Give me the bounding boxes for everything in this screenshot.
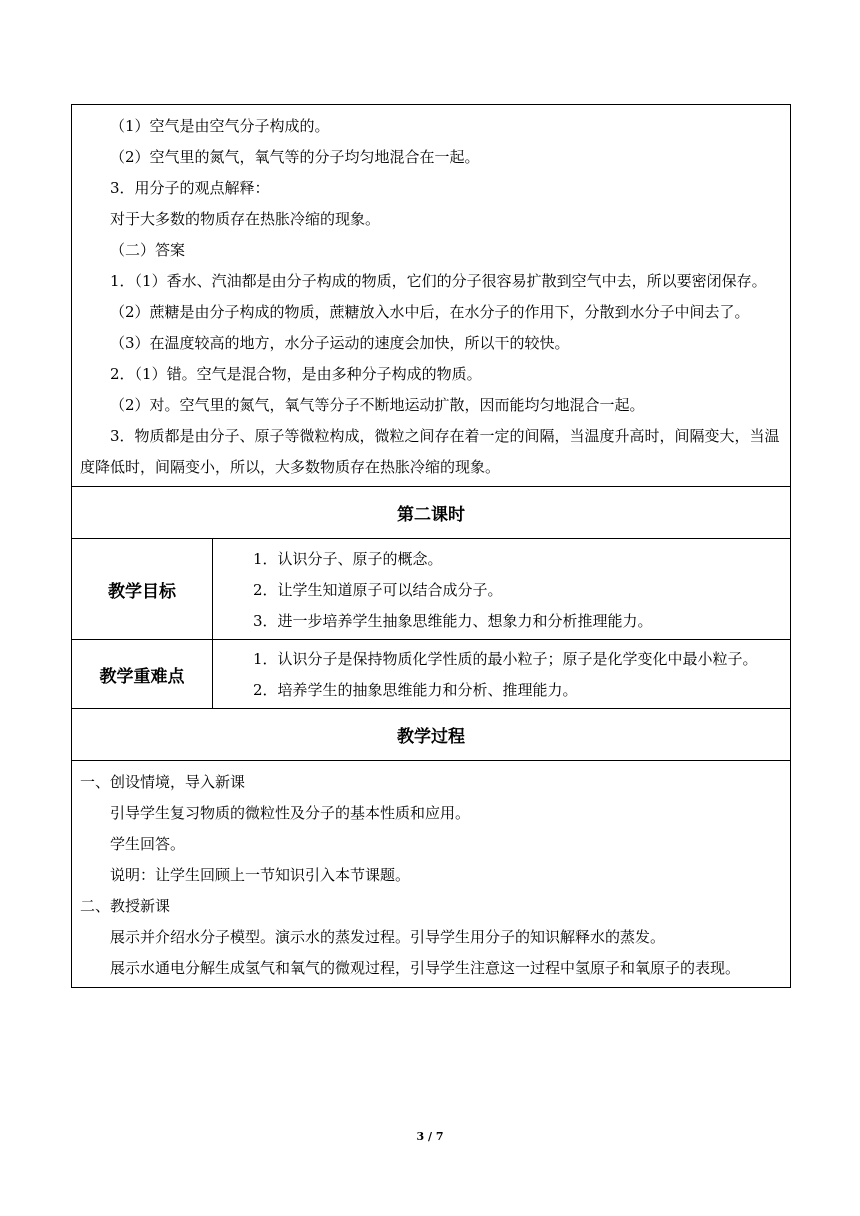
paragraph: （1）空气是由空气分子构成的。 bbox=[110, 117, 330, 135]
goals-row bbox=[72, 539, 791, 640]
paragraph: 对于大多数的物质存在热胀冷缩的现象。 bbox=[110, 210, 381, 228]
key-point-item: 2．培养学生的抽象思维能力和分析、推理能力。 bbox=[253, 681, 578, 699]
document-page bbox=[71, 104, 790, 988]
key-points-row bbox=[72, 640, 791, 709]
paragraph: 1．（1）香水、汽油都是由分子构成的物质，它们的分子很容易扩散到空气中去，所以要密闭保存。 bbox=[110, 272, 767, 290]
paragraph: （二）答案 bbox=[110, 241, 186, 259]
goals-label: 教学目标 bbox=[72, 539, 213, 640]
goals-content bbox=[213, 539, 791, 640]
process-title-row bbox=[72, 709, 791, 761]
paragraph: 2．（1）错。空气是混合物，是由多种分子构成的物质。 bbox=[110, 365, 482, 383]
paragraph: 3．用分子的观点解释： bbox=[110, 179, 270, 197]
key-points-content bbox=[213, 640, 791, 709]
process-line: 引导学生复习物质的微粒性及分子的基本性质和应用。 bbox=[110, 804, 471, 822]
lesson-plan-table bbox=[71, 104, 791, 988]
process-line: 二、教授新课 bbox=[80, 897, 171, 915]
key-points-label: 教学重难点 bbox=[72, 640, 213, 709]
paragraph: （2）对。空气里的氮气，氧气等分子不断地运动扩散，因而能均匀地混合一起。 bbox=[110, 396, 645, 414]
process-line: 一、创设情境，导入新课 bbox=[80, 773, 246, 791]
page-number: 3 / 7 bbox=[416, 1130, 444, 1143]
process-line: 说明：让学生回顾上一节知识引入本节课题。 bbox=[110, 866, 411, 884]
paragraph: （3）在温度较高的地方，水分子运动的速度会加快，所以干的较快。 bbox=[110, 334, 570, 352]
lesson-title: 第二课时 bbox=[72, 487, 791, 539]
paragraph: 3．物质都是由分子、原子等微粒构成，微粒之间存在着一定的间隔，当温度升高时，间隔变大，当温度降低时，间隔变小，所以，大多数物质存在热胀冷缩的现象。 bbox=[80, 427, 780, 476]
answers-row bbox=[72, 105, 791, 487]
key-point-item: 1．认识分子是保持物质化学性质的最小粒子；原子是化学变化中最小粒子。 bbox=[253, 650, 758, 668]
process-line: 展示水通电分解生成氢气和氧气的微观过程，引导学生注意这一过程中氢原子和氧原子的表现。 bbox=[110, 959, 741, 977]
process-row bbox=[72, 761, 791, 988]
goal-item: 1．认识分子、原子的概念。 bbox=[253, 550, 443, 568]
paragraph: （2）蔗糖是由分子构成的物质，蔗糖放入水中后，在水分子的作用下，分散到水分子中间去了。 bbox=[110, 303, 750, 321]
process-line: 学生回答。 bbox=[110, 835, 186, 853]
process-line: 展示并介绍水分子模型。演示水的蒸发过程。引导学生用分子的知识解释水的蒸发。 bbox=[110, 928, 666, 946]
process-title: 教学过程 bbox=[72, 709, 791, 761]
paragraph: （2）空气里的氮气，氧气等的分子均匀地混合在一起。 bbox=[110, 148, 480, 166]
goal-item: 2．让学生知道原子可以结合成分子。 bbox=[253, 581, 503, 599]
answers-cell bbox=[72, 105, 791, 487]
process-content bbox=[72, 761, 791, 988]
goal-item: 3．进一步培养学生抽象思维能力、想象力和分析推理能力。 bbox=[253, 612, 653, 630]
lesson-title-row bbox=[72, 487, 791, 539]
